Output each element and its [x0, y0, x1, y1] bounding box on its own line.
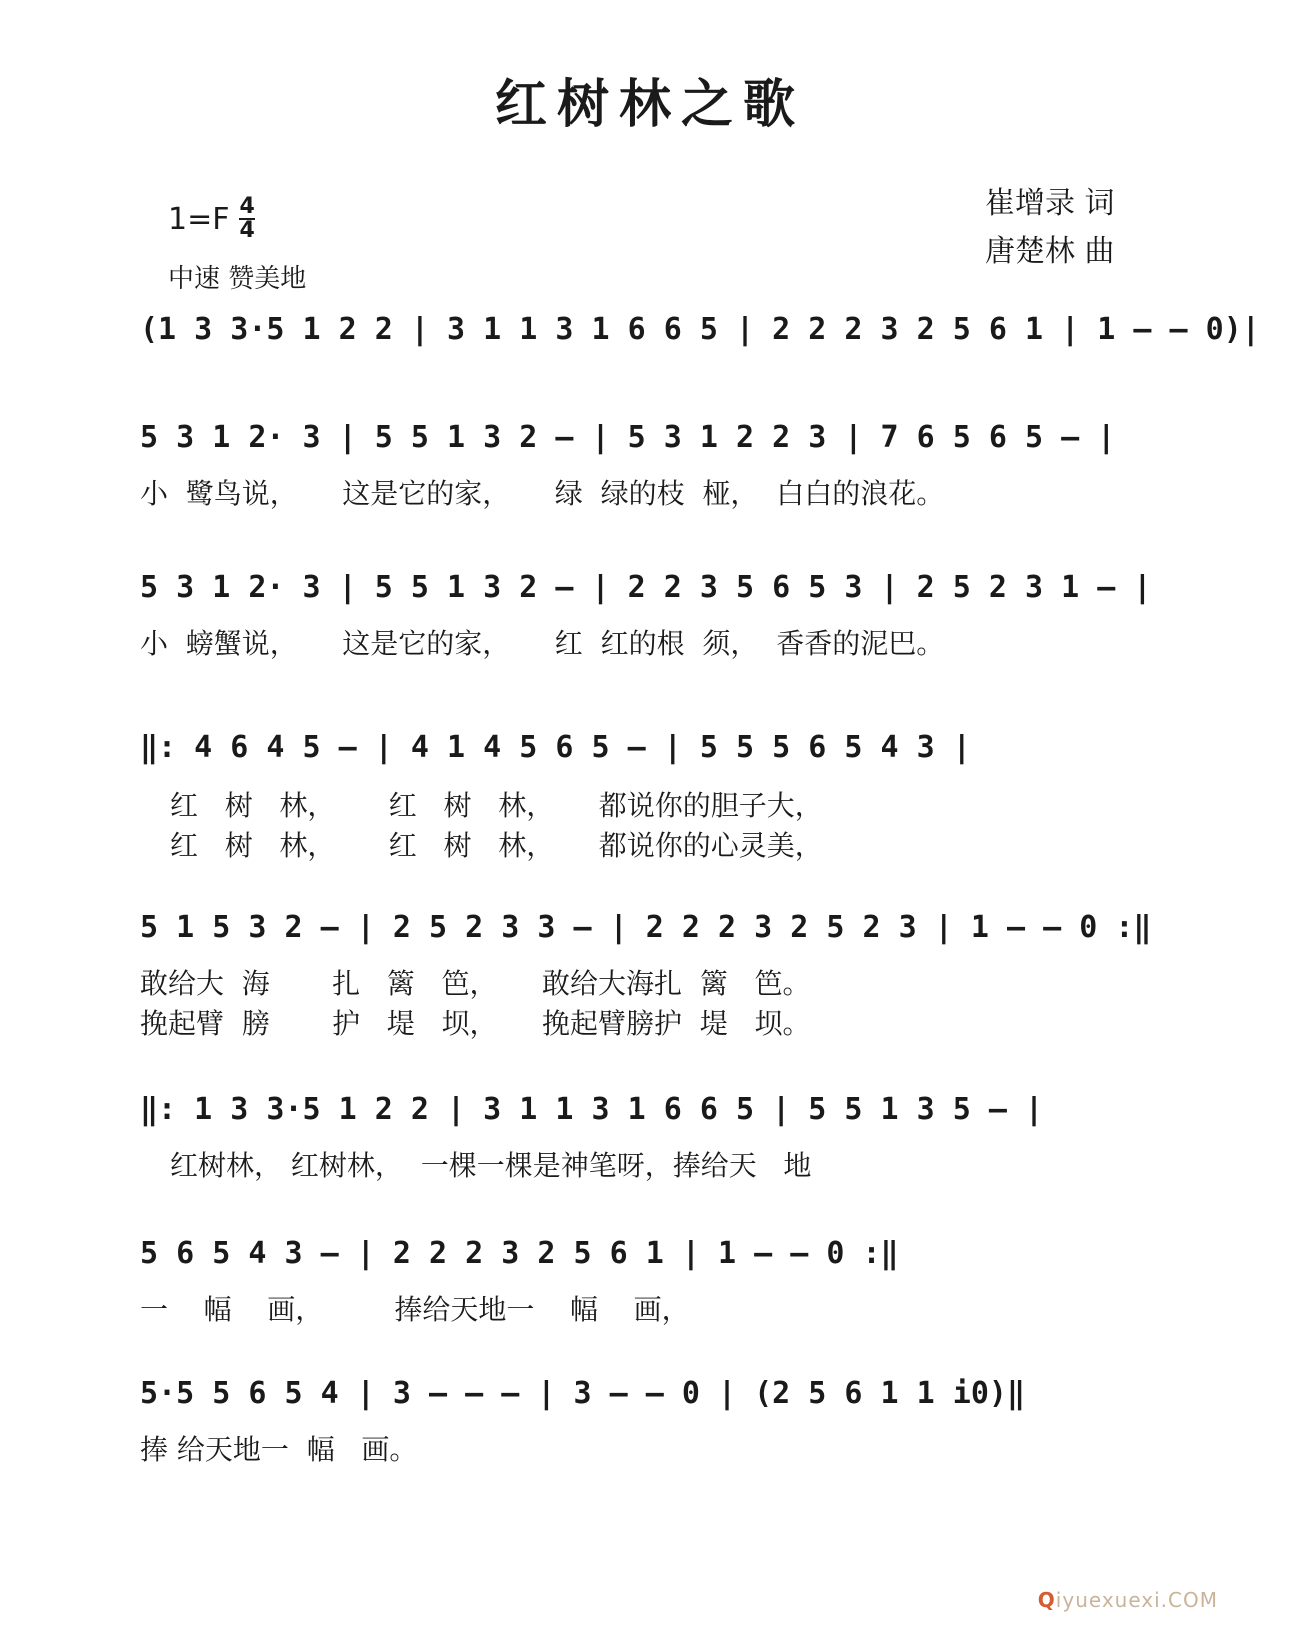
lyric-line: 一 幅 画， 捧给天地一 幅 画，: [140, 1293, 690, 1326]
lyric-line: 小 螃蟹说， 这是它的家， 红 红的根 须， 香香的泥巴。: [140, 627, 945, 660]
lyric-line: 红 树 林， 红 树 林， 都说你的胆子大，: [170, 789, 823, 822]
time-bottom: 4: [239, 218, 255, 243]
lyric-line: 红树林， 红树林， 一棵一棵是神笔呀，捧给天 地: [170, 1149, 812, 1182]
watermark: [1038, 1588, 1218, 1612]
lyric-line: 红 树 林， 红 树 林， 都说你的心灵美，: [170, 829, 823, 862]
notation-line: 5 3 1 2· 3 | 5 5 1 3 2 – | 5 3 1 2 2 3 | 7 6 5 6 5 – |: [140, 420, 1116, 455]
lyric-line: 捧 给天地一 幅 画。: [140, 1433, 418, 1466]
notation-line: 5·5 5 6 5 4 | 3 – – – | 3 – – 0 | (2 5 6 1 1 i0)‖: [140, 1376, 1026, 1411]
notation-line: ‖: 4 6 4 5 – | 4 1 4 5 6 5 – | 5 5 5 6 5 4 3 |: [140, 730, 971, 765]
notation-line: 5 6 5 4 3 – | 2 2 2 3 2 5 6 1 | 1 – – 0 :‖: [140, 1236, 899, 1271]
credits: [985, 180, 1115, 276]
key-signature: [168, 196, 255, 242]
notation-line: 5 3 1 2· 3 | 5 5 1 3 2 – | 2 2 3 5 6 5 3 | 2 5 2 3 1 – |: [140, 570, 1152, 605]
key-text: 1=F: [168, 201, 230, 237]
lyric-line: 小 鹭鸟说， 这是它的家， 绿 绿的枝 桠， 白白的浪花。: [140, 477, 945, 510]
page-title: 红树林之歌: [494, 74, 805, 135]
watermark-lead: Q: [1037, 1588, 1056, 1612]
watermark-rest: iyuexuexi.COM: [1055, 1588, 1218, 1612]
composer: 唐楚林 曲: [985, 234, 1115, 269]
notation-line: ‖: 1 3 3·5 1 2 2 | 3 1 1 3 1 6 6 5 | 5 5 1 3 5 – |: [140, 1092, 1044, 1127]
lyric-line: 挽起臂 膀 护 堤 坝， 挽起臂膀护 堤 坝。: [140, 1007, 811, 1040]
tempo-marking: 中速 赞美地: [168, 264, 307, 294]
time-top: 4: [239, 194, 255, 219]
lyricist: 崔增录 词: [985, 186, 1115, 221]
lyric-line: 敢给大 海 扎 篱 笆， 敢给大海扎 篱 笆。: [140, 967, 811, 1000]
notation-line: (1 3 3·5 1 2 2 | 3 1 1 3 1 6 6 5 | 2 2 2 3 2 5 6 1 | 1 – – 0)|: [140, 312, 1260, 347]
time-signature: [239, 196, 254, 242]
notation-line: 5 1 5 3 2 – | 2 5 2 3 3 – | 2 2 2 3 2 5 2 3 | 1 – – 0 :‖: [140, 910, 1152, 945]
